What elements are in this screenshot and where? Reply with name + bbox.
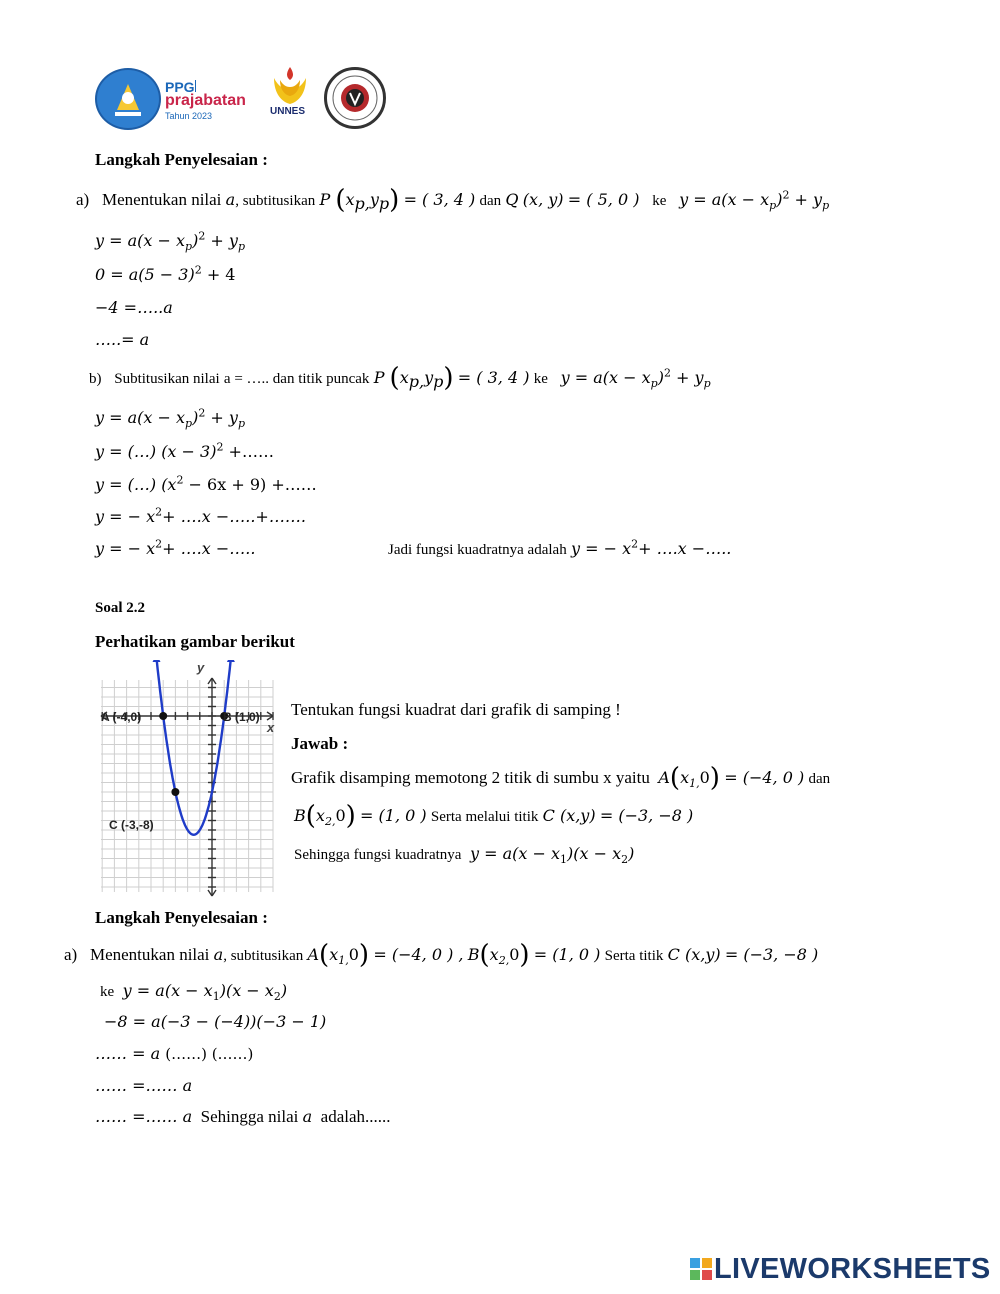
unnes-logo	[268, 64, 312, 122]
step2-a-line: a) Menentukan nilai a, subtitusikan $A(x_{1,}0) = (-4$, 0 ) , $B(x_{2,}0) = (1$, 0 ) Serta titik C (x,y) = (−3, −8 )	[64, 940, 819, 970]
vertex-formula-b: $y = a(x - x_p)^2 + y_p$	[560, 366, 711, 391]
step-a-blank2[interactable]: …..= a	[95, 330, 150, 349]
step-b-text2[interactable]: a = ….. dan titik puncak	[223, 371, 370, 387]
P-value-b: = ( 3, 4 )	[457, 368, 530, 387]
step2-sub2[interactable]: …… = a (……) (……)	[95, 1044, 254, 1063]
var-a: a	[225, 190, 236, 209]
unnes-label: UNNES	[270, 106, 306, 117]
point-P-b: P $(x_{p,}y_p)$	[373, 363, 454, 393]
step-b-line	[89, 363, 711, 393]
Q-value: = ( 5, 0 )	[567, 190, 640, 209]
curve-arrow-right	[227, 660, 235, 662]
step-a-sub: $0 = a(5 - 3)^2 + 4$	[95, 263, 236, 284]
school-emblem-icon	[327, 70, 383, 126]
dan-text: dan	[479, 193, 502, 209]
axis-x-label: x	[267, 720, 275, 735]
point-Q: Q	[505, 190, 519, 209]
step2-sub4[interactable]: …… =…… a Sehingga nilai a adalah......	[95, 1107, 391, 1126]
graph-point-A	[159, 712, 167, 720]
step-b-marker: b)	[89, 371, 102, 387]
P-value: = ( 3, 4 )	[403, 190, 476, 209]
section1-heading: Langkah Penyelesaian :	[95, 150, 268, 169]
step2-sub1: −8 = a(−3 − (−4))(−3 − 1)	[104, 1012, 327, 1031]
step-a-text2: , subtitusikan	[235, 193, 316, 209]
soal-label: Soal 2.2	[95, 600, 146, 616]
answer-line1: Grafik disamping memotong 2 titik di sumbu x yaitu $A(x_{1,}0) = (-4$, 0 ) dan	[291, 763, 831, 793]
parabola-graph-svg	[95, 660, 281, 900]
kemdikbud-emblem-icon	[97, 70, 159, 128]
parabola-graph	[95, 660, 281, 900]
step-b-sub3[interactable]: y = − $x^2+$ ….x −…..+…….	[95, 505, 306, 526]
step-a-blank1[interactable]: −4 =…..a	[95, 298, 173, 317]
answer-line3: Sehingga fungsi kuadratnya $y = a(x - x_1)(x - x_2)$	[294, 844, 635, 867]
curve-arrow-left	[152, 660, 160, 662]
step2-ke-line: ke $y = a(x - x_1)(x - x_2)$	[100, 981, 288, 1004]
step-b-formula: $y = a(x - x_p)^2 + y_p$	[95, 406, 245, 431]
step-a-marker: a)	[76, 190, 90, 209]
liveworksheets-logo[interactable]: LIVEWORKSHEETS	[690, 1253, 991, 1286]
axis-y-label: y	[197, 660, 205, 675]
section2-heading: Langkah Penyelesaian :	[95, 908, 268, 927]
step-a-text: Menentukan nilai	[101, 190, 222, 209]
label-B: B (1,0)	[223, 710, 260, 724]
graph-point-C	[171, 788, 179, 796]
point-P: P $(x_{p,}y_p)$	[319, 185, 400, 215]
ppg-divider	[195, 80, 196, 92]
label-C: C (-3,-8)	[109, 818, 154, 832]
ke-text-b: ke	[533, 371, 548, 387]
step-b-text: Subtitusikan nilai	[114, 371, 220, 387]
soal-question: Tentukan fungsi kuadrat dari grafik di samping !	[291, 700, 621, 719]
conclusion-math[interactable]: y = − $x^2+$ ….x −…..	[570, 537, 732, 558]
vertex-formula: $y = a(x - x_p)^2 + y_p$	[679, 188, 830, 213]
ppg-logo-line3: Tahun 2023	[165, 111, 213, 121]
step-b-sub2[interactable]: y = (…) $(x^2 - 6x + 9)$ +……	[95, 473, 317, 494]
unnes-emblem-icon	[268, 64, 312, 108]
step-a-line	[76, 185, 830, 215]
jawab-label: Jawab :	[291, 734, 349, 753]
ppg-logo-line2: prajabatan	[165, 92, 246, 109]
parabola-curve	[157, 660, 231, 835]
step-b-sub1[interactable]: y = (…) $(x - 3)^2$ +……	[95, 440, 274, 461]
Q-coords: (x, y)	[522, 190, 564, 209]
ke-text: ke	[652, 193, 667, 209]
step-b-sub4[interactable]: y = − $x^2+$ ….x −…..	[95, 537, 256, 558]
soal-prompt: Perhatikan gambar berikut	[95, 632, 295, 651]
school-logo	[324, 67, 386, 129]
step2-sub3[interactable]: …… =…… a	[95, 1076, 193, 1095]
liveworksheets-icon	[690, 1258, 712, 1280]
ppg-logo-line1: PPG	[165, 79, 195, 95]
label-A: A (-4,0)	[101, 710, 142, 724]
ppg-small-text	[200, 81, 201, 86]
kemdikbud-logo	[95, 68, 161, 130]
conclusion: Jadi fungsi kuadratnya adalah y = − $x^2+$ ….x −…..	[388, 537, 732, 558]
answer-line2: $B(x_{2,}0) = (1$, 0 ) Serta melalui titik C (x,y) = (−3, −8 )	[294, 801, 694, 831]
step-a-formula: $y = a(x - x_p)^2 + y_p$	[95, 229, 245, 254]
